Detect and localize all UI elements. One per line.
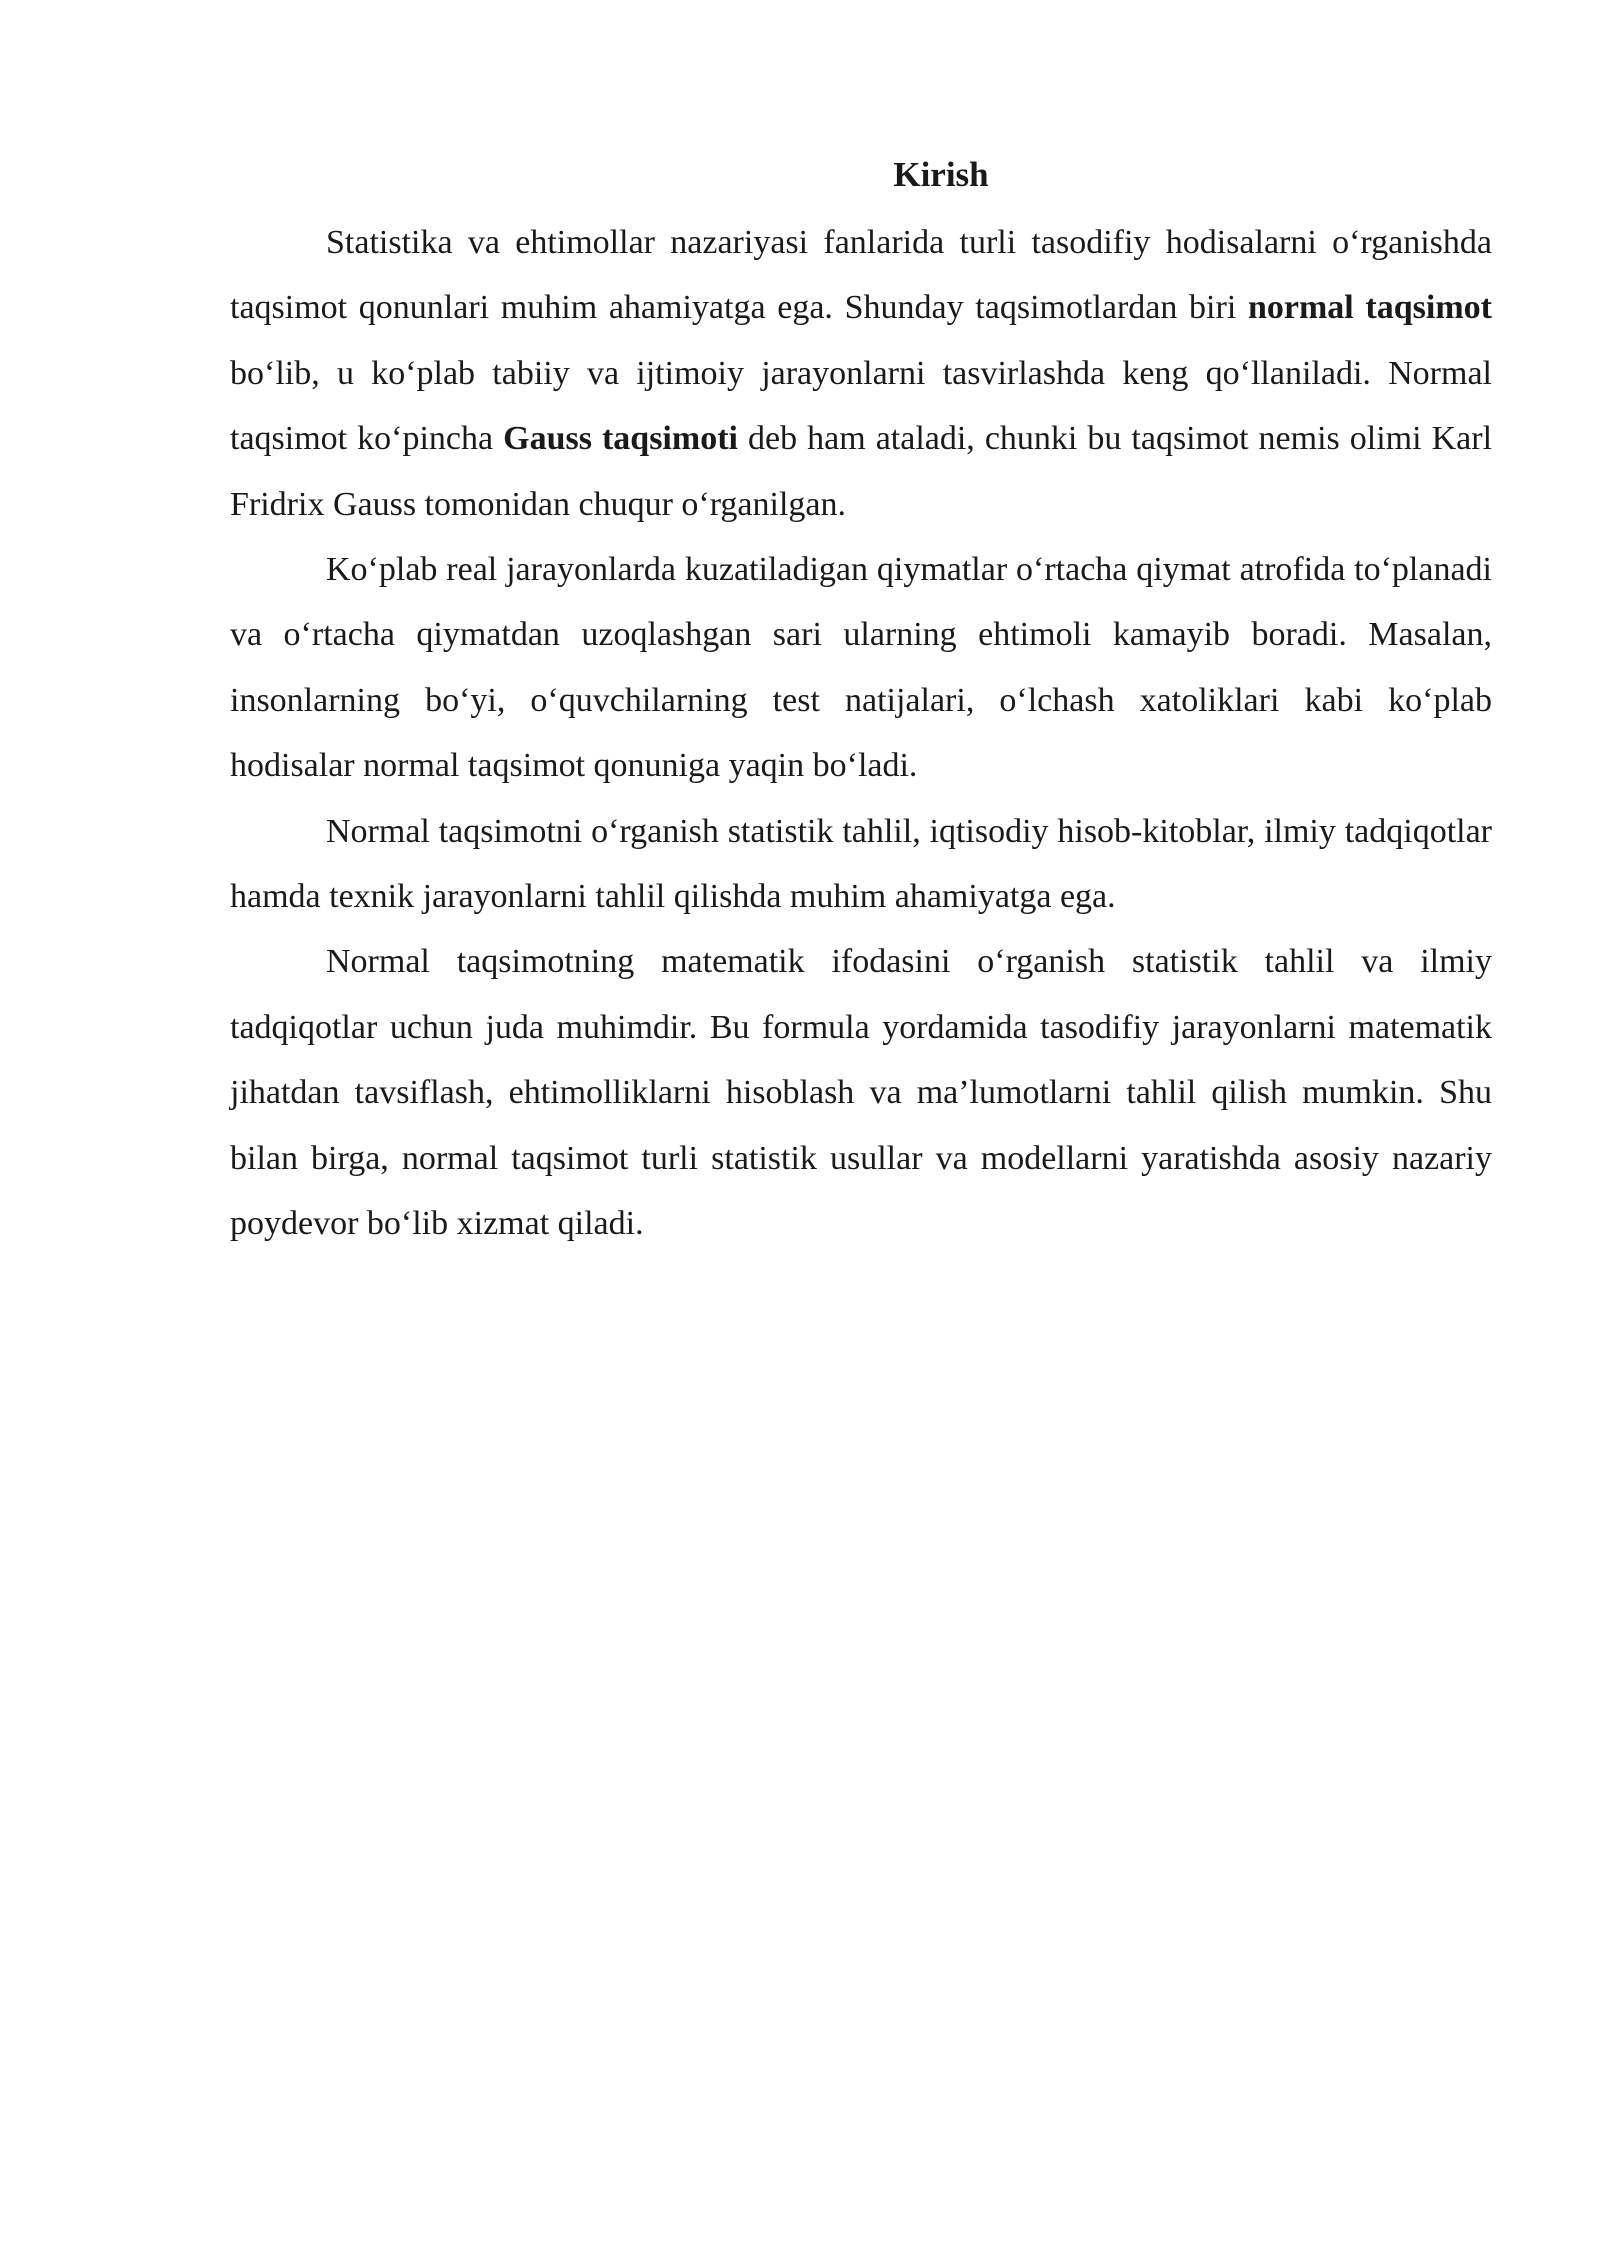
paragraph-text: Statistika va ehtimollar nazariyasi fanlarida turli tasodifiy hodisalarni o‘rganishda taqsimot qonunlari muhim ahamiyatga ega. Shunday taqsimotlardan biri [230,224,1492,327]
paragraph [230,929,1492,1256]
paragraph-text: Normal taqsimotning matematik ifodasini o‘rganish statistik tahlil va ilmiy tadqiqotlar uchun juda muhimdir. Bu formula yordamida tasodifiy jarayonlarni matematik jihatdan tavsiflash, ehtimolliklarni hisoblash va ma’lumotlarni tahlil qilish mumkin. Shu bilan birga, normal taqsimot turli statistik usullar va modellarni yaratishda asosiy nazariy poydevor bo‘lib xizmat qiladi. [230,943,1492,1243]
paragraph [230,537,1492,799]
paragraph-text: bo‘lib, u ko‘plab tabiiy va ijtimoiy jarayonlarni tasvirlashda keng qo‘llaniladi. Normal taqsimot ko‘pincha [230,354,1492,458]
section-title: Kirish [893,155,989,194]
document-body [230,148,1492,1257]
paragraph [230,210,1492,537]
bold-term: normal taqsimot [1247,289,1492,327]
bold-term: Gauss taqsimoti [503,420,738,458]
paragraph-text: Ko‘plab real jarayonlarda kuzatiladigan qiymatlar o‘rtacha qiymat atrofida to‘planadi va o‘rtacha qiymatdan uzoqlashgan sari ularning ehtimoli kamayib boradi. Masalan, insonlarning bo‘yi, o‘quvchilarning test natijalari, o‘lchash xatoliklari kabi ko‘plab hodisalar normal taqsimot qonuniga yaqin bo‘ladi. [230,551,1492,785]
paragraph-text: deb ham ataladi, chunki bu taqsimot nemis olimi Karl Fridrix Gauss tomonidan chuqur o‘rganilgan. [230,420,1493,523]
paragraph [230,799,1492,930]
paragraph-text: Normal taqsimotni o‘rganish statistik tahlil, iqtisodiy hisob-kitoblar, ilmiy tadqiqotlar hamda texnik jarayonlarni tahlil qilishda muhim ahamiyatga ega. [230,812,1492,916]
